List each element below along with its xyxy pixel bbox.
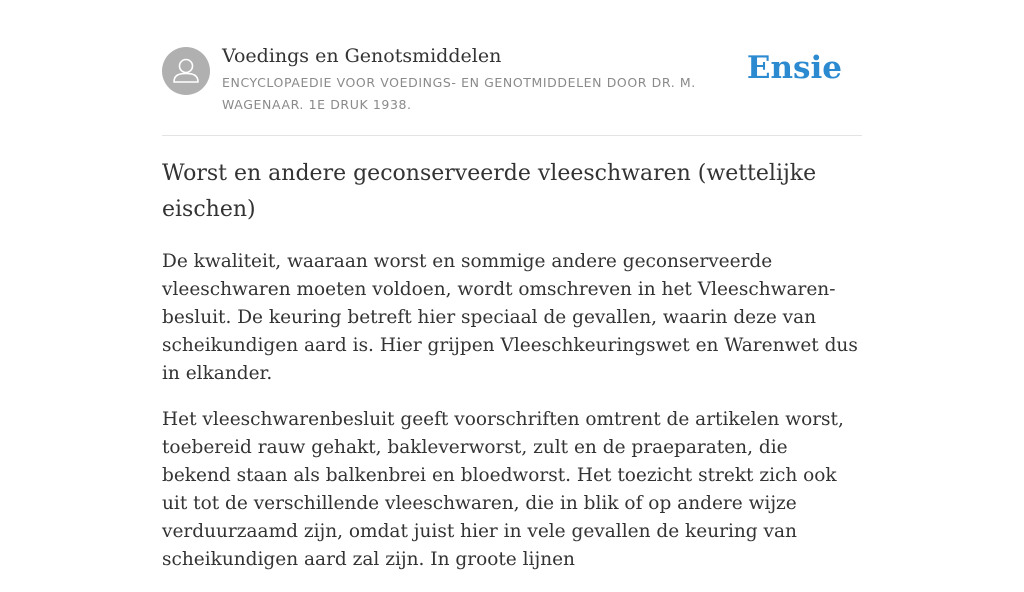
article-title: Worst en andere geconserveerde vleeschwaren (wettelijke eischen)	[162, 161, 817, 222]
article-paragraph-2: Het vleeschwarenbesluit geeft voorschriften omtrent de artikelen worst, toebereid rauw gehakt, bakleverworst, zult en de praeparaten, die bekend staan als balkenbrei en bloedworst. Het toezicht strekt zich ook uit tot de verschillende vleeschwaren, die in blik of op andere wijze verduurzaamd zijn, omdat juist hier in vele gevallen de keuring van scheikundigen aard zal zijn. In groote lijnen	[162, 409, 844, 570]
content-container	[162, 0, 862, 570]
avatar[interactable]	[162, 47, 210, 95]
ensie-logo-link[interactable]: Ensie	[746, 50, 842, 86]
source-header	[162, 0, 862, 136]
source-subtitle: ENCYCLOPAEDIE VOOR VOEDINGS- EN GENOTMIDDELEN DOOR DR. M. WAGENAAR. 1E DRUK 1938.	[222, 75, 696, 112]
article-body	[162, 248, 862, 592]
user-icon	[162, 47, 210, 95]
source-title[interactable]: Voedings en Genotsmiddelen	[222, 45, 502, 67]
article-paragraph-1: De kwaliteit, waaraan worst en sommige andere geconserveerde vleeschwaren moeten voldoen, wordt omschreven in het Vleeschwaren-besluit. De keuring betreft hier speciaal de gevallen, waarin deze van scheikundigen aard is. Hier grijpen Vleeschkeuringswet en Warenwet dus in elkander.	[162, 251, 858, 384]
